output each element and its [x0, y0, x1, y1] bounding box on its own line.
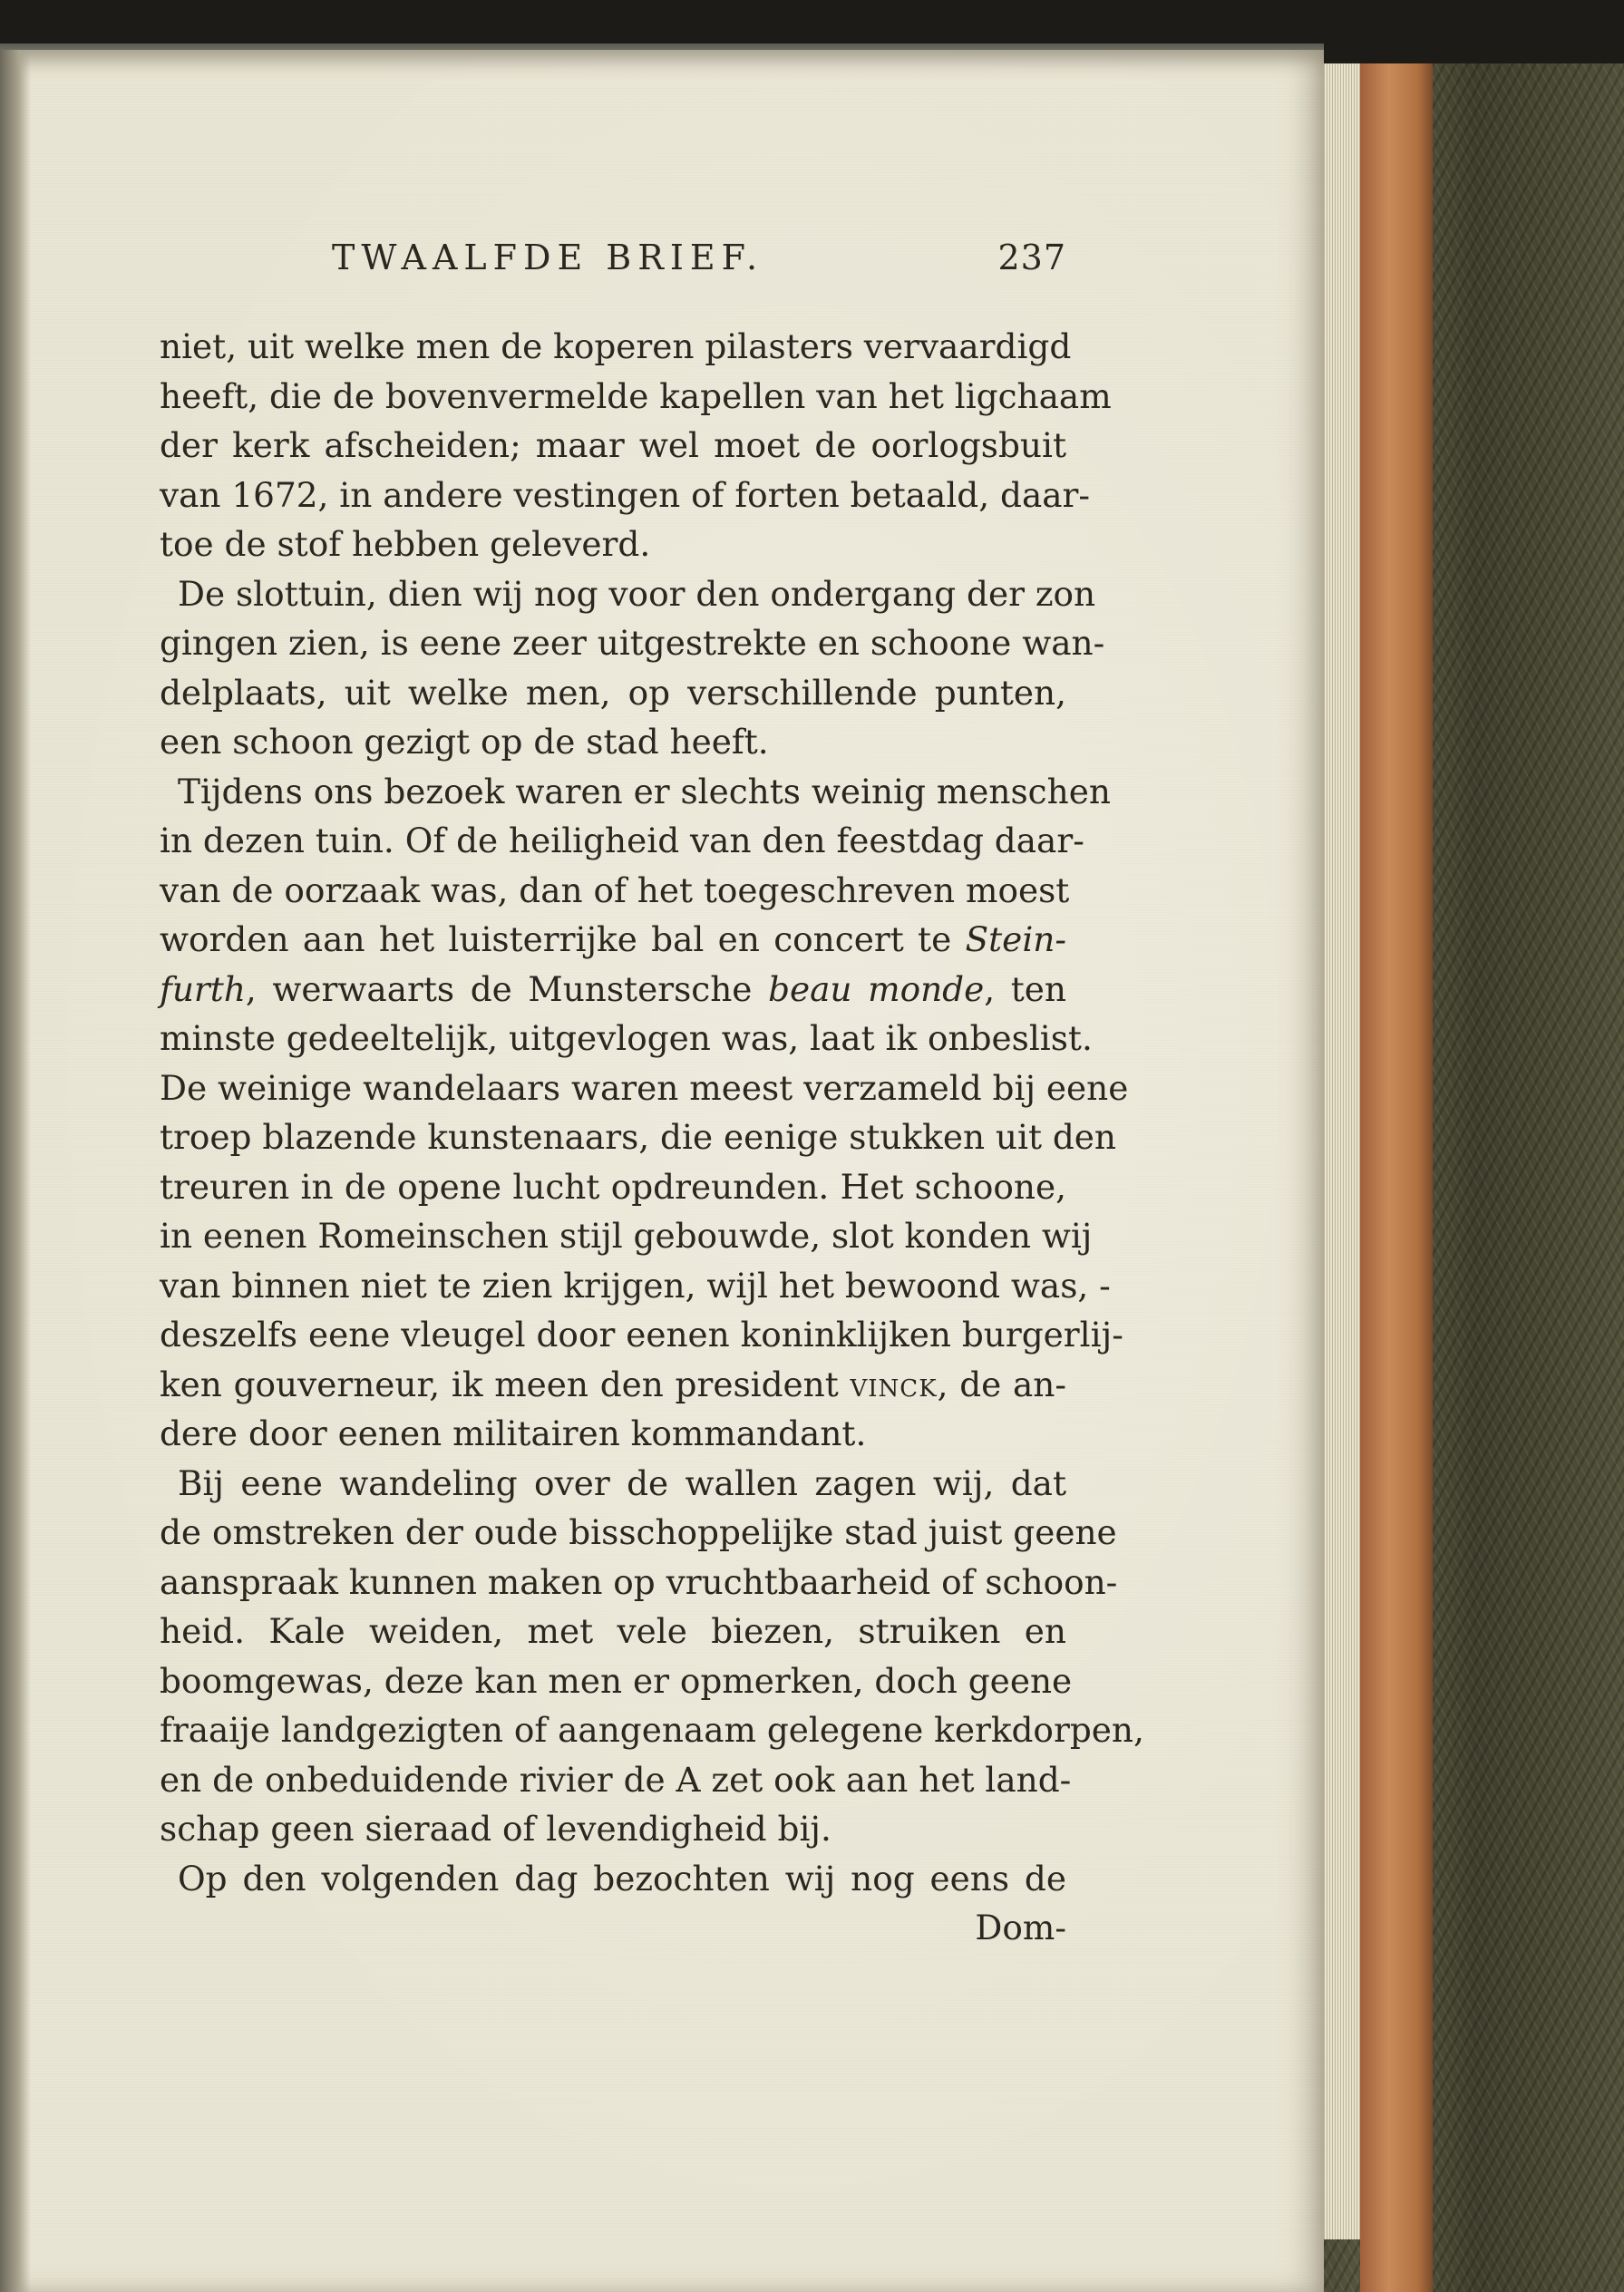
text-line — [160, 1804, 1066, 1854]
text-line — [160, 767, 1111, 817]
text-run: Op den volgenden dag bezochten wij nog eens de — [178, 1858, 1066, 1899]
text-run: ken gouverneur, ik meen den president — [160, 1364, 851, 1404]
text-run: minste gedeeltelijk, uitgevlogen was, laat ik onbeslist. — [160, 1018, 1093, 1058]
text-line — [160, 618, 1105, 668]
text-run: , de an- — [937, 1364, 1066, 1404]
text-line — [160, 520, 1066, 569]
text-run: Bij eene wandeling over de wallen zagen wij, dat — [178, 1462, 1066, 1503]
text-line — [160, 1409, 1066, 1459]
text-run: worden aan het luisterrijke bal en concert te — [160, 919, 966, 959]
text-run: Tijdens ons bezoek waren er slechts weinig menschen — [178, 771, 1111, 811]
text-line — [160, 915, 1066, 965]
text-line — [160, 1211, 1093, 1261]
text-run: troep blazende kunstenaars, die eenige stukken uit den — [160, 1117, 1117, 1157]
text-run: fraaije landgezigten of aangenaam gelegene kerkdorpen, — [160, 1710, 1144, 1750]
text-line — [160, 1112, 1117, 1162]
text-line — [160, 322, 1072, 372]
text-line — [160, 1310, 1123, 1360]
text-run: , werwaarts de Munstersche — [245, 968, 769, 1009]
text-line — [160, 1360, 1066, 1410]
italic-text: Stein- — [965, 919, 1066, 959]
text-line — [160, 1656, 1073, 1706]
page-gutter-shadow — [0, 50, 31, 2292]
text-run: Dom- — [975, 1908, 1066, 1947]
text-line — [160, 816, 1084, 866]
text-run: dere door eenen militairen kommandant. — [160, 1413, 867, 1453]
leather-spine — [1360, 63, 1433, 2292]
text-line — [160, 1705, 1144, 1755]
text-line — [160, 372, 1112, 422]
text-line — [160, 1063, 1129, 1113]
text-run: treuren in de opene lucht opdreunden. Het schoone, — [160, 1166, 1066, 1207]
italic-text: beau monde — [768, 968, 985, 1009]
text-run: heid. Kale weiden, met vele biezen, struiken en — [160, 1611, 1066, 1651]
catchword — [160, 1903, 1066, 1953]
text-run: , ten — [984, 968, 1066, 1009]
running-header — [160, 238, 1066, 292]
text-run: delplaats, uit welke men, op verschillende punten, — [160, 672, 1066, 713]
text-line — [160, 717, 1066, 767]
text-run: heeft, die de bovenvermelde kapellen van het ligchaam — [160, 375, 1112, 416]
text-run: van de oorzaak was, dan of het toegeschreven moest — [160, 869, 1070, 910]
text-line — [160, 421, 1066, 471]
page-number: 237 — [997, 238, 1066, 277]
body-text — [160, 322, 1144, 1953]
text-line — [160, 569, 1096, 619]
text-run: der kerk afscheiden; maar wel moet de oorlogsbuit — [160, 425, 1066, 465]
text-run: in dezen tuin. Of de heiligheid van den feestdag daar- — [160, 821, 1084, 860]
text-line — [160, 1607, 1066, 1656]
text-run: De weinige wandelaars waren meest verzameld bij eene — [160, 1067, 1129, 1108]
running-title: TWAALFDE BRIEF. — [332, 238, 764, 277]
text-line — [160, 1755, 1072, 1805]
text-run: aanspraak kunnen maken op vruchtbaarheid of schoon- — [160, 1561, 1118, 1602]
text-run: van binnen niet te zien krijgen, wijl het bewoond was, - — [160, 1265, 1111, 1306]
text-run: De slottuin, dien wij nog voor den ondergang der zon — [178, 573, 1096, 614]
text-line — [160, 866, 1070, 916]
text-run: en de onbeduidende rivier de A zet ook aan het land- — [160, 1759, 1072, 1800]
text-line — [160, 1014, 1093, 1063]
text-line — [160, 1261, 1111, 1311]
small-caps-name: vinck — [850, 1364, 938, 1404]
text-run: toe de stof hebben geleverd. — [160, 524, 651, 564]
italic-text: furth — [160, 968, 246, 1009]
text-run: deszelfs eene vleugel door eenen koninklijken burgerlij- — [160, 1315, 1123, 1355]
text-line — [160, 471, 1091, 520]
text-run: schap geen sieraad of levendigheid bij. — [160, 1809, 831, 1849]
text-run: boomgewas, deze kan men er opmerken, doch geene — [160, 1660, 1073, 1701]
text-line — [160, 965, 1066, 1015]
text-run: niet, uit welke men de koperen pilasters vervaardigd — [160, 326, 1072, 366]
text-line — [160, 1162, 1066, 1212]
text-run: een schoon gezigt op de stad heeft. — [160, 722, 769, 762]
text-run: gingen zien, is eene zeer uitgestrekte en schoone wan- — [160, 623, 1105, 663]
text-line — [160, 1558, 1118, 1607]
text-line — [160, 1854, 1066, 1904]
text-line — [160, 668, 1066, 718]
text-run: in eenen Romeinschen stijl gebouwde, slot konden wij — [160, 1216, 1093, 1256]
text-run: de omstreken der oude bisschoppelijke stad juist geene — [160, 1512, 1117, 1552]
text-run: van 1672, in andere vestingen of forten betaald, daar- — [160, 474, 1091, 515]
text-line — [160, 1459, 1066, 1509]
text-line — [160, 1508, 1117, 1558]
